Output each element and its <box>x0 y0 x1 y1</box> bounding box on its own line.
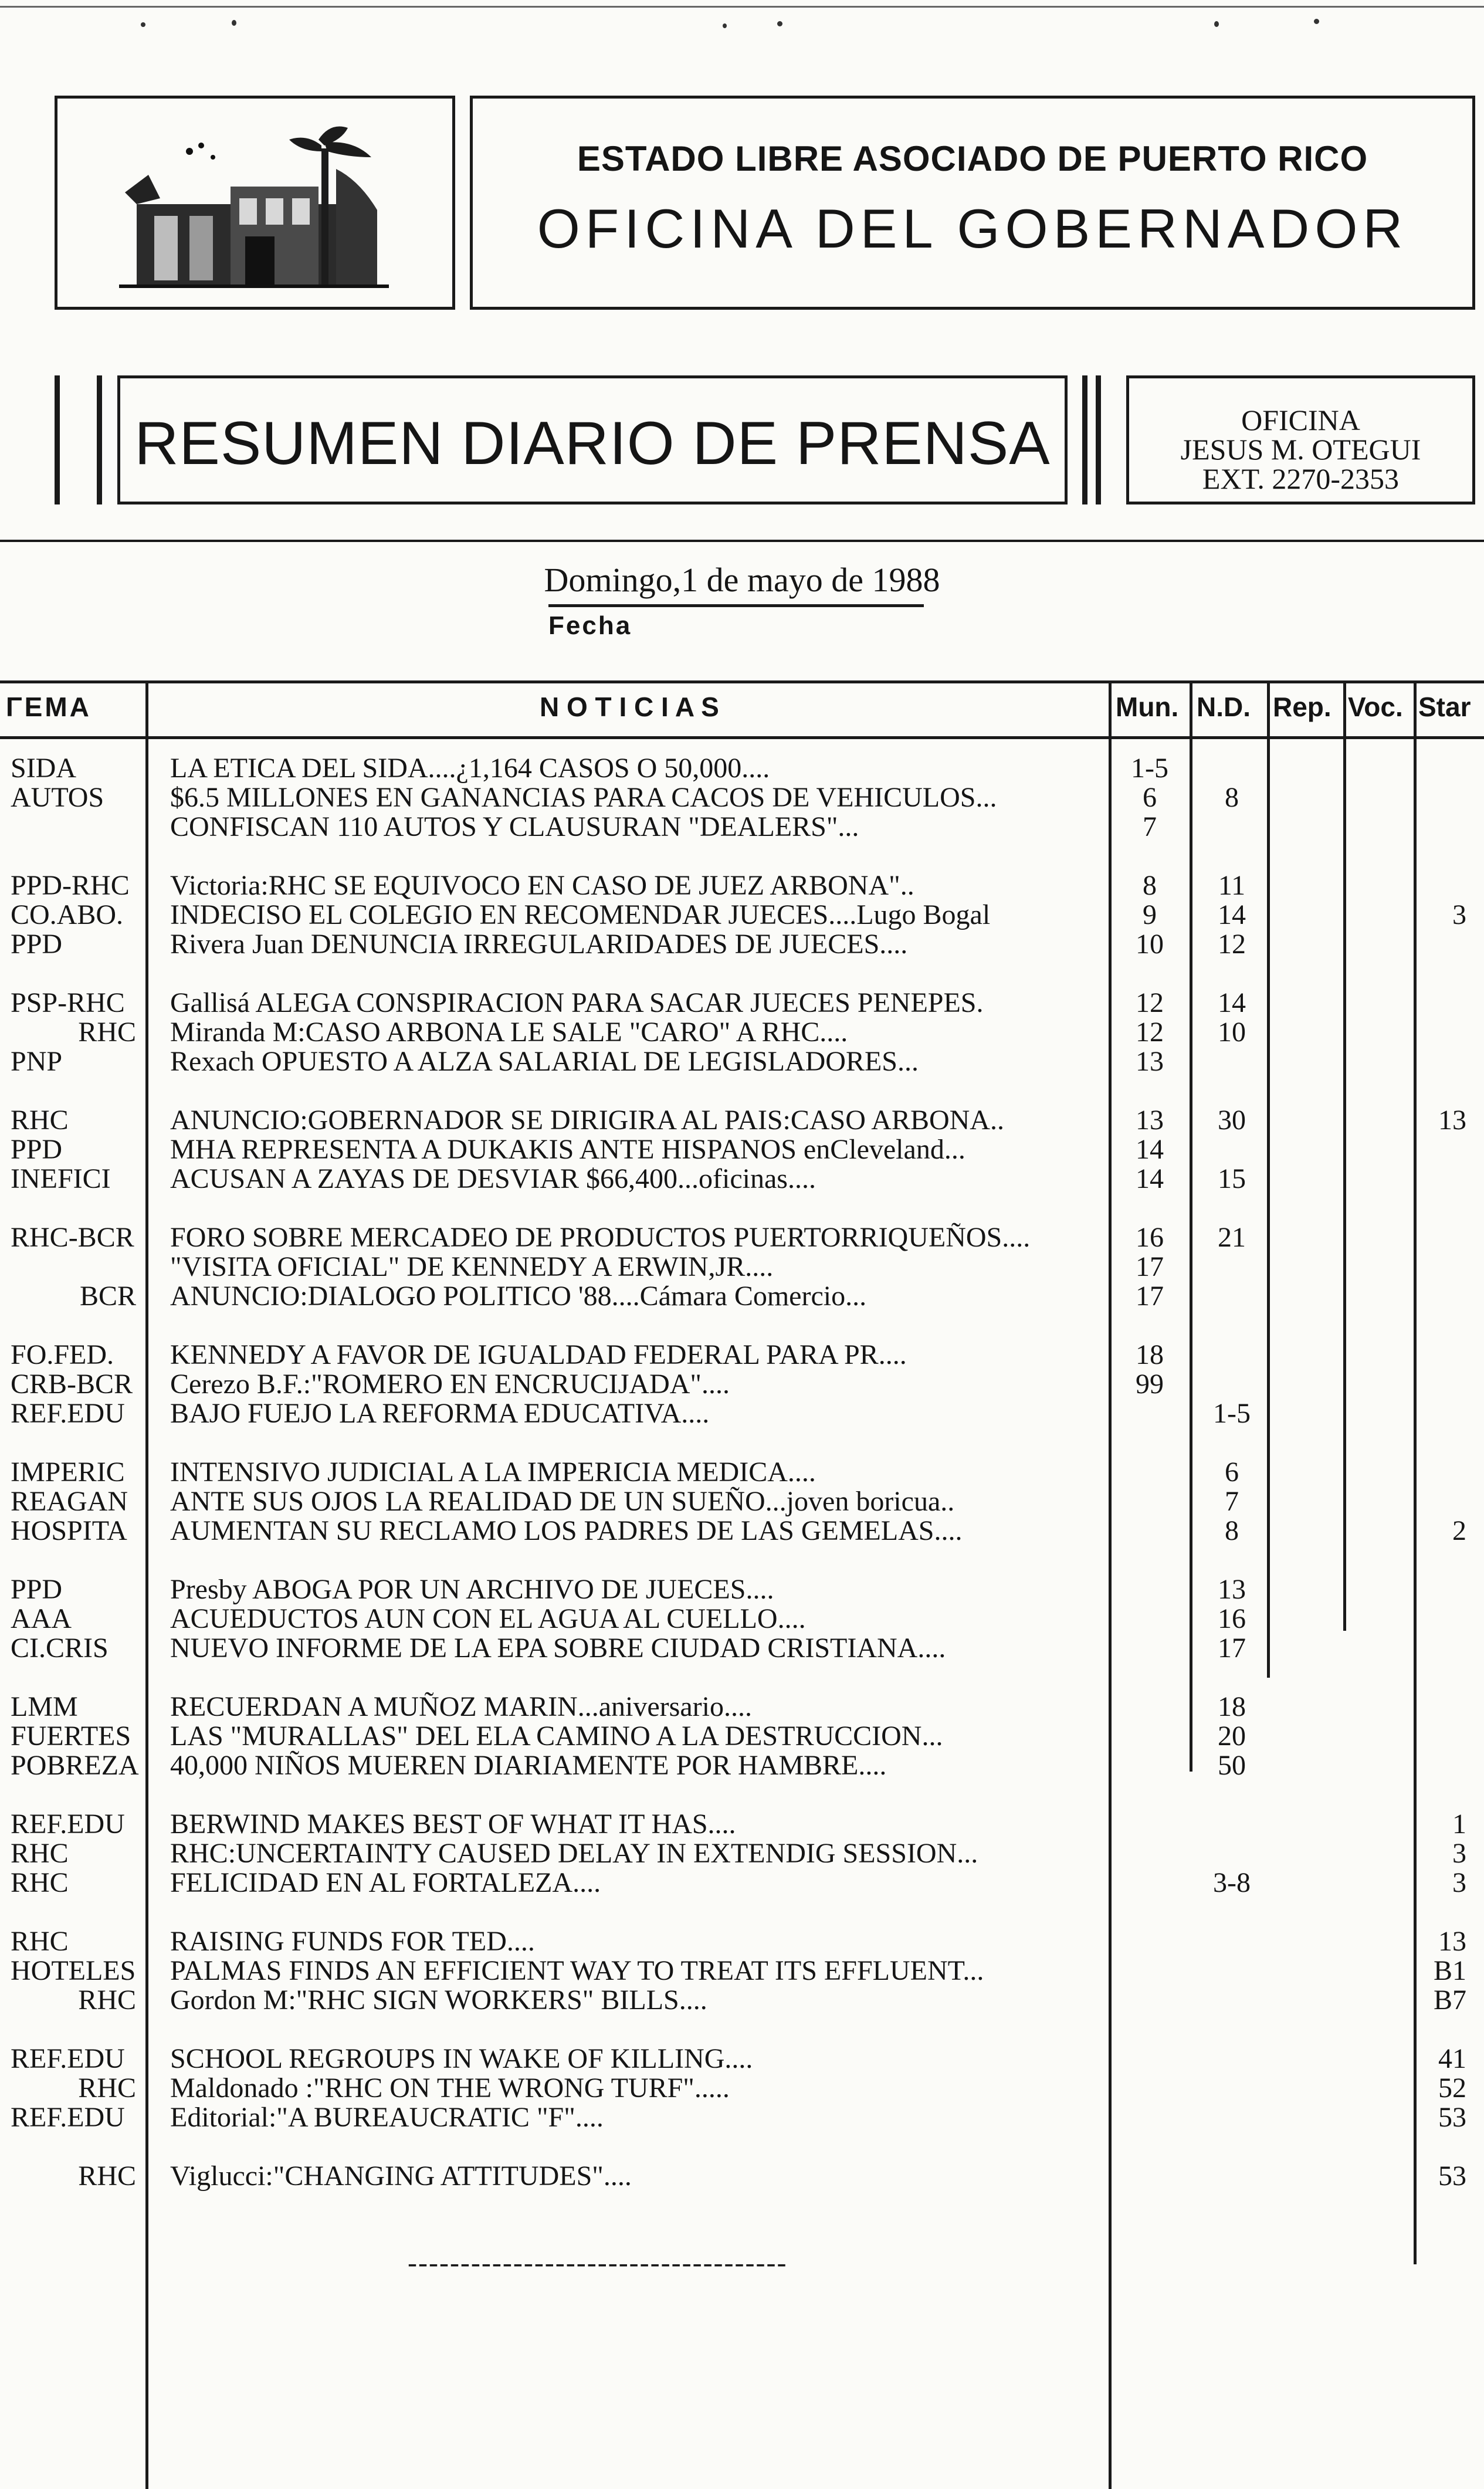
nd-cell: 11 <box>1218 870 1246 901</box>
headline-cell: 40,000 NIÑOS MUEREN DIARIAMENTE POR HAMBRE.... <box>170 1750 887 1781</box>
end-rule: ------------------------------------ <box>408 2247 788 2278</box>
tema-cell: FUERTES <box>11 1721 131 1752</box>
nd-cell: 16 <box>1218 1603 1246 1634</box>
tema-cell: RHC <box>11 1105 69 1136</box>
headline-cell: Gordon M:"RHC SIGN WORKERS" BILLS.... <box>170 1985 707 2016</box>
star-cell: 13 <box>1438 1926 1466 1957</box>
tema-cell: POBREZA <box>11 1750 139 1781</box>
headline-cell: "VISITA OFICIAL" DE KENNEDY A ERWIN,JR.... <box>170 1251 774 1282</box>
header-rep: Rep. <box>1273 692 1331 722</box>
headline-cell: NUEVO INFORME DE LA EPA SOBRE CIUDAD CRISTIANA.... <box>170 1633 946 1664</box>
mun-cell: 9 <box>1143 899 1157 930</box>
divider <box>0 540 1484 542</box>
tema-cell: PPD-RHC <box>11 870 130 901</box>
headline-cell: PALMAS FINDS AN EFFICIENT WAY TO TREAT ITS EFFLUENT... <box>170 1955 984 1986</box>
nd-cell: 18 <box>1218 1691 1246 1722</box>
nd-cell: 1-5 <box>1213 1398 1251 1429</box>
mun-cell: 16 <box>1136 1222 1164 1253</box>
headline-cell: ACUSAN A ZAYAS DE DESVIAR $66,400...oficinas.... <box>170 1163 816 1194</box>
tema-cell: RHC-BCR <box>11 1222 134 1253</box>
header-star: Star <box>1418 692 1471 722</box>
tema-cell: RHC <box>11 1926 69 1957</box>
star-cell: 53 <box>1438 2160 1466 2192</box>
mun-cell: 14 <box>1136 1134 1164 1165</box>
letterhead-box <box>470 96 1475 310</box>
header-noticias: N O T I C I A S <box>540 692 719 722</box>
tema-cell: RHC <box>78 1985 136 2016</box>
column-divider <box>1343 680 1346 1631</box>
mun-cell: 99 <box>1136 1369 1164 1400</box>
fortaleza-illustration <box>113 116 395 292</box>
headline-cell: Maldonado :"RHC ON THE WRONG TURF"..... <box>170 2073 730 2104</box>
star-cell: 2 <box>1452 1515 1466 1546</box>
decorative-bar <box>1096 375 1101 504</box>
mun-cell: 14 <box>1136 1163 1164 1194</box>
logo-frame <box>55 96 455 310</box>
nd-cell: 13 <box>1218 1574 1246 1605</box>
tema-cell: HOSPITA <box>11 1515 127 1546</box>
table-header-rule <box>0 736 1484 739</box>
decorative-bar <box>1082 375 1087 504</box>
star-cell: 1 <box>1452 1809 1466 1840</box>
star-cell: B1 <box>1433 1955 1466 1986</box>
headline-cell: Rivera Juan DENUNCIA IRREGULARIDADES DE JUECES.... <box>170 929 908 960</box>
nd-cell: 12 <box>1218 929 1246 960</box>
document-title: RESUMEN DIARIO DE PRENSA <box>134 409 1051 478</box>
tema-cell: RHC <box>11 1867 69 1898</box>
nd-cell: 50 <box>1218 1750 1246 1781</box>
tema-cell: PPD <box>11 929 63 960</box>
nd-cell: 10 <box>1218 1017 1246 1048</box>
nd-cell: 8 <box>1225 1515 1239 1546</box>
headline-cell: FORO SOBRE MERCADEO DE PRODUCTOS PUERTORRIQUEÑOS.... <box>170 1222 1031 1253</box>
office-name: OFICINA DEL GOBERNADOR <box>537 198 1408 259</box>
decorative-bar <box>97 375 102 504</box>
mun-cell: 13 <box>1136 1046 1164 1077</box>
tema-cell: HOTELES <box>11 1955 136 1986</box>
tema-cell: PNP <box>11 1046 63 1077</box>
headline-cell: RHC:UNCERTAINTY CAUSED DELAY IN EXTENDIG SESSION... <box>170 1838 978 1869</box>
state-name: ESTADO LIBRE ASOCIADO DE PUERTO RICO <box>577 139 1368 178</box>
headline-cell: FELICIDAD EN AL FORTALEZA.... <box>170 1867 601 1898</box>
tema-cell: AUTOS <box>11 782 104 813</box>
headline-cell: ANTE SUS OJOS LA REALIDAD DE UN SUEÑO...joven boricua.. <box>170 1486 955 1517</box>
headline-cell: LA ETICA DEL SIDA....¿1,164 CASOS O 50,000.... <box>170 753 770 784</box>
star-cell: 53 <box>1438 2102 1466 2133</box>
mun-cell: 8 <box>1143 870 1157 901</box>
tema-cell: REF.EDU <box>11 2043 125 2074</box>
nd-cell: 14 <box>1218 899 1246 930</box>
headline-cell: RAISING FUNDS FOR TED.... <box>170 1926 535 1957</box>
contact-name: JESUS M. OTEGUI <box>1180 433 1421 466</box>
tema-cell: REF.EDU <box>11 1809 125 1840</box>
tema-cell: INEFICI <box>11 1163 111 1194</box>
tema-cell: CRB-BCR <box>11 1369 133 1400</box>
mun-cell: 12 <box>1136 1017 1164 1048</box>
nd-cell: 3-8 <box>1213 1867 1251 1898</box>
headline-cell: INTENSIVO JUDICIAL A LA IMPERICIA MEDICA.... <box>170 1457 816 1488</box>
header-nd: N.D. <box>1197 692 1251 722</box>
headline-cell: Rexach OPUESTO A ALZA SALARIAL DE LEGISLADORES... <box>170 1046 919 1077</box>
nd-cell: 20 <box>1218 1721 1246 1752</box>
headline-cell: BAJO FUEJO LA REFORMA EDUCATIVA.... <box>170 1398 710 1429</box>
tema-cell: IMPERIC <box>11 1457 125 1488</box>
tema-cell: PPD <box>11 1574 63 1605</box>
column-divider <box>1190 680 1192 1772</box>
nd-cell: 6 <box>1225 1457 1239 1488</box>
headline-cell: CONFISCAN 110 AUTOS Y CLAUSURAN "DEALERS"... <box>170 811 859 842</box>
headline-cell: Gallisá ALEGA CONSPIRACION PARA SACAR JUECES PENEPES. <box>170 987 984 1018</box>
star-cell: B7 <box>1433 1985 1466 2016</box>
star-cell: 13 <box>1438 1105 1466 1136</box>
mun-cell: 1-5 <box>1131 753 1168 784</box>
headline-cell: SCHOOL REGROUPS IN WAKE OF KILLING.... <box>170 2043 753 2074</box>
nd-cell: 8 <box>1225 782 1239 813</box>
headline-cell: ANUNCIO:DIALOGO POLITICO '88....Cámara Comercio... <box>170 1281 867 1312</box>
star-cell: 3 <box>1452 1867 1466 1898</box>
column-divider <box>1109 680 1112 2489</box>
tema-cell: SIDA <box>11 753 77 784</box>
tema-cell: PPD <box>11 1134 63 1165</box>
star-cell: 41 <box>1438 2043 1466 2074</box>
resumen-frame <box>117 375 1068 504</box>
nd-cell: 14 <box>1218 987 1246 1018</box>
tema-cell: CI.CRIS <box>11 1633 109 1664</box>
tema-cell: REF.EDU <box>11 1398 125 1429</box>
star-cell: 52 <box>1438 2073 1466 2104</box>
mun-cell: 17 <box>1136 1251 1164 1282</box>
date-underline <box>548 604 924 607</box>
tema-cell: CO.ABO. <box>11 899 124 930</box>
headline-cell: BERWIND MAKES BEST OF WHAT IT HAS.... <box>170 1809 736 1840</box>
tema-cell: RHC <box>78 2160 136 2192</box>
headline-cell: Editorial:"A BUREAUCRATIC "F".... <box>170 2102 604 2133</box>
star-cell: 3 <box>1452 1838 1466 1869</box>
header-voc: Voc. <box>1348 692 1403 722</box>
contact-office: OFICINA <box>1241 404 1360 436</box>
star-cell: 3 <box>1452 899 1466 930</box>
nd-cell: 21 <box>1218 1222 1246 1253</box>
tema-cell: REF.EDU <box>11 2102 125 2133</box>
mun-cell: 12 <box>1136 987 1164 1018</box>
tema-cell: RHC <box>11 1838 69 1869</box>
headline-cell: Miranda M:CASO ARBONA LE SALE "CARO" A RHC.... <box>170 1017 848 1048</box>
tema-cell: AAA <box>11 1603 72 1634</box>
contact-extension: EXT. 2270-2353 <box>1202 462 1400 495</box>
nd-cell: 15 <box>1218 1163 1246 1194</box>
headline-cell: Cerezo B.F.:"ROMERO EN ENCRUCIJADA".... <box>170 1369 730 1400</box>
mun-cell: 6 <box>1143 782 1157 813</box>
nd-cell: 17 <box>1218 1633 1246 1664</box>
headline-cell: MHA REPRESENTA A DUKAKIS ANTE HISPANOS enCleveland... <box>170 1134 965 1165</box>
headline-cell: AUMENTAN SU RECLAMO LOS PADRES DE LAS GEMELAS.... <box>170 1515 963 1546</box>
headline-cell: Presby ABOGA POR UN ARCHIVO DE JUECES.... <box>170 1574 774 1605</box>
mun-cell: 10 <box>1136 929 1164 960</box>
tema-cell: BCR <box>79 1281 136 1312</box>
mun-cell: 17 <box>1136 1281 1164 1312</box>
tema-cell: REAGAN <box>11 1486 128 1517</box>
headline-cell: ACUEDUCTOS AUN CON EL AGUA AL CUELLO.... <box>170 1603 806 1634</box>
headline-cell: KENNEDY A FAVOR DE IGUALDAD FEDERAL PARA PR.... <box>170 1339 907 1370</box>
header-tema: ΓEMA <box>6 692 92 722</box>
nd-cell: 30 <box>1218 1105 1246 1136</box>
headline-cell: $6.5 MILLONES EN GANANCIAS PARA CACOS DE VEHICULOS... <box>170 782 997 813</box>
mun-cell: 18 <box>1136 1339 1164 1370</box>
date-value: Domingo,1 de mayo de 1988 <box>544 561 940 599</box>
tema-cell: RHC <box>78 2073 136 2104</box>
header-mun: Mun. <box>1116 692 1179 722</box>
mun-cell: 7 <box>1143 811 1157 842</box>
column-divider <box>145 680 148 2489</box>
mun-cell: 13 <box>1136 1105 1164 1136</box>
tema-cell: LMM <box>11 1691 78 1722</box>
tema-cell: RHC <box>78 1017 136 1048</box>
tema-cell: PSP-RHC <box>11 987 125 1018</box>
headline-cell: Viglucci:"CHANGING ATTITUDES".... <box>170 2160 632 2192</box>
tema-cell: FO.FED. <box>11 1339 114 1370</box>
nd-cell: 7 <box>1225 1486 1239 1517</box>
headline-cell: RECUERDAN A MUÑOZ MARIN...aniversario.... <box>170 1691 752 1722</box>
headline-cell: INDECISO EL COLEGIO EN RECOMENDAR JUECES....Lugo Bogal <box>170 899 991 930</box>
decorative-bar <box>55 375 60 504</box>
date-label: Fecha <box>548 611 632 640</box>
headline-cell: Victoria:RHC SE EQUIVOCO EN CASO DE JUEZ ARBONA".. <box>170 870 914 901</box>
headline-cell: LAS "MURALLAS" DEL ELA CAMINO A LA DESTRUCCION... <box>170 1721 943 1752</box>
headline-cell: ANUNCIO:GOBERNADOR SE DIRIGIRA AL PAIS:CASO ARBONA.. <box>170 1105 1004 1136</box>
contact-box <box>1126 375 1475 504</box>
table-top-rule <box>0 680 1484 683</box>
